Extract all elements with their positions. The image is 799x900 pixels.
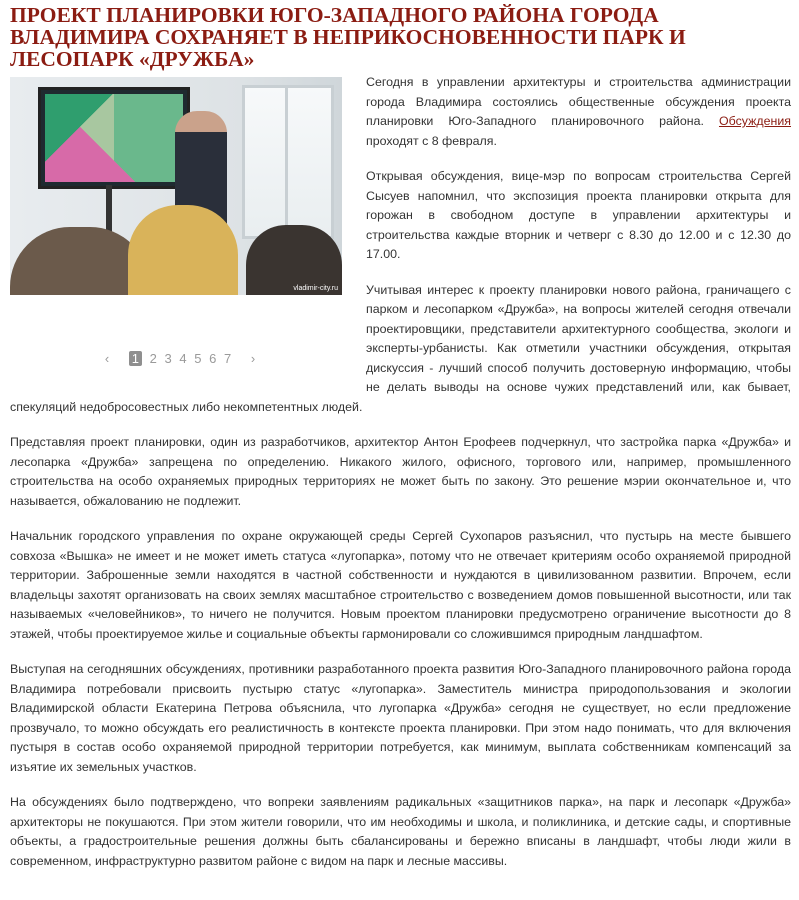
paragraph-1-text: Сегодня в управлении архитектуры и строительства администрации города Владимира состоялись общественные обсуждения проекта планировки Юго-Западного планировочного района. <box>366 75 791 128</box>
paragraph-2: Открывая обсуждения, вице-мэр по вопросам строительства Сергей Сысуев напомнил, что экспозиция проекта планировки открыта для горожан в свободном доступе в управлении архитектуры и строительства каждые вторник и четверг с 8.30 до 12.00 и с 12.30 до 17.00. <box>366 169 791 261</box>
photo-gallery <box>10 77 350 375</box>
pager-page-6[interactable]: 6 <box>209 351 217 366</box>
pager-page-1[interactable]: 1 <box>129 351 142 366</box>
photo-display-screen <box>38 87 190 189</box>
paragraph-6: Выступая на сегодняшних обсуждениях, противники разработанного проекта развития Юго-Западного планировочного района города Владимира потребовали присвоить пустырю статус «лугопарка». Заместитель министра природопользования и экологии Владимирской области Екатерина Петрова объяснила, что лугопарка «Дружба» сегодня не существует, но если предложение прозвучало, то можно обсуждать его реалистичность в контексте проекта планировки. При этом надо понимать, что для включения пустыря в состав особо охраняемой природной территории потребуется, как минимум, выплата собственникам компенсаций за изъятие их земельных участков. <box>10 662 791 774</box>
photo-credit: vladimir-city.ru <box>293 285 338 292</box>
photo-audience-center <box>128 205 238 295</box>
pager-prev-button[interactable]: ‹ <box>104 351 110 366</box>
pager-page-2[interactable]: 2 <box>149 351 157 366</box>
article-photo[interactable] <box>10 77 342 295</box>
pager-page-4[interactable]: 4 <box>179 351 187 366</box>
paragraph-1-tail: проходят с 8 февраля. <box>366 133 497 148</box>
photo-window <box>242 85 334 239</box>
photo-map <box>45 94 183 182</box>
pager-page-5[interactable]: 5 <box>194 351 202 366</box>
article-title: ПРОЕКТ ПЛАНИРОВКИ ЮГО-ЗАПАДНОГО РАЙОНА ГОРОДА ВЛАДИМИРА СОХРАНЯЕТ В НЕПРИКОСНОВЕННОСТИ ПАРК И ЛЕСОПАРК «ДРУЖБА» <box>10 3 686 71</box>
gallery-pager <box>10 351 350 375</box>
paragraph-5: Начальник городского управления по охране окружающей среды Сергей Сухопаров разъяснил, что пустырь на месте бывшего совхоза «Вышка» не имеет и не может иметь статуса «лугопарка», потому что не отвечает критериям особо охраняемой природной территории. Заброшенные земли находятся в частной собственности и нуждаются в цивилизованном развитии. Впрочем, если владельцы захотят организовать на своих землях масштабное строительство с возведением домов повышенной высотности, или так называемых «человейников», то ничего не получится. Новым проектом планировки предусмотрено ограничение высотности до 8 этажей, чтобы проектируемое жилье и социальные объекты гармонировали со сложившимся природным ландшафтом. <box>10 529 791 641</box>
pager-page-3[interactable]: 3 <box>164 351 172 366</box>
discussions-link[interactable]: Обсуждения <box>718 114 791 128</box>
paragraph-7: На обсуждениях было подтверждено, что вопреки заявлениям радикальных «защитников парка», на парк и лесопарк «Дружба» архитекторы не покушаются. При этом жители говорили, что им необходимы и школа, и поликлиника, и детские сады, и спортивные объекты, а градостроительные решения должны быть сбалансированы и бережно вписаны в ландшафт, чтобы люди жили в современном, инфраструктурно развитом районе с видом на парк и лесные массивы. <box>10 795 791 868</box>
paragraph-4: Представляя проект планировки, один из разработчиков, архитектор Антон Ерофеев подчеркнул, что застройка парка «Дружба» и лесопарка «Дружба» запрещена по определению. Никакого жилого, офисного, торгового или, например, промышленного строительства на особо охраняемых природных территориях не может быть по закону. Это решение мэрии окончательное и, что называется, обжалованию не подлежит. <box>10 435 791 508</box>
paragraph-3: Учитывая интерес к проекту планировки нового района, граничащего с парком и лесопарком «Дружба», на вопросы жителей сегодня отвечали проектировщики, представители архитектурного сообщества, экологи и эксперты-урбанисты. Как отметили участники обсуждения, открытая дискуссия - лучший способ получить достоверную информацию, чтобы не делать выводы на основе чужих представлений или, как бывает, спекуляций недобросовестных либо некомпетентных людей. <box>10 282 791 414</box>
pager-page-7[interactable]: 7 <box>223 351 232 366</box>
pager-next-button[interactable]: › <box>250 351 256 366</box>
